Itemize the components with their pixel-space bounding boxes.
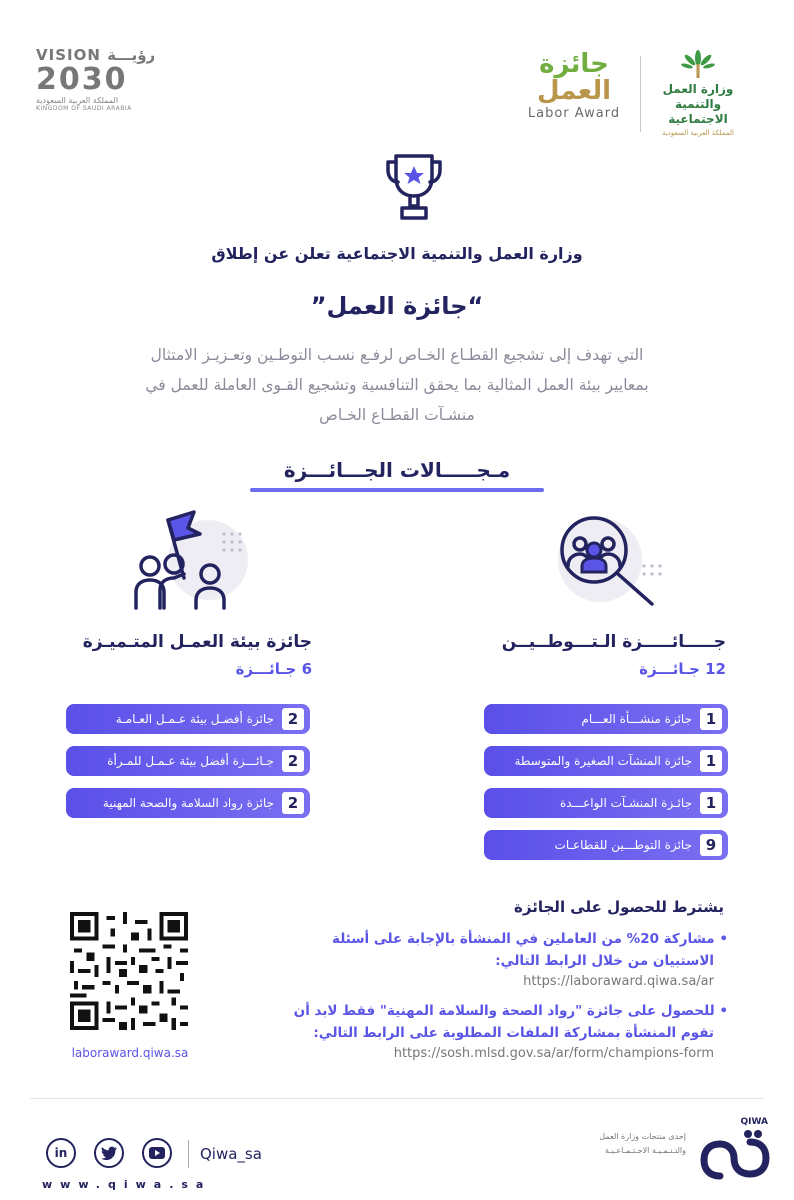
saudization-item: [484, 788, 728, 818]
intro-paragraph: [60, 340, 734, 430]
logo-divider: [640, 56, 641, 132]
conditions-title: يشترط للحصول على الجائزة: [514, 898, 724, 916]
labor-award-logo: [518, 50, 630, 121]
award-logo-english: Labor Award: [527, 106, 621, 121]
qiwa-tagline: [590, 1130, 686, 1158]
condition-1-line1: • مشاركة 20% من العاملين في المنشأة بالإجابة على أسئلة: [332, 931, 728, 947]
social-handle[interactable]: Qiwa_sa: [200, 1145, 262, 1163]
announcement: وزارة العمل والتنمية الاجتماعية تعلن عن إطلاق: [211, 244, 583, 263]
item-number: 2: [282, 708, 304, 730]
twitter-icon[interactable]: [94, 1138, 124, 1168]
item-label: جائزة التوطـــين للقطاعـات: [554, 838, 692, 852]
intro-line-1: التي تهدف إلى تشجيع القطـاع الخـاص لرفـع نسـب التوطـين وتعـزيـز الامتثال: [150, 346, 644, 364]
palm-icon: [681, 50, 715, 80]
vision-arabic: المملكة العربية السعودية: [36, 96, 119, 105]
qr-url[interactable]: laboraward.qiwa.sa: [71, 1046, 189, 1060]
ministry-line1: وزارة العمل: [662, 82, 734, 96]
saudization-item: [484, 830, 728, 860]
trophy-icon: [382, 150, 446, 224]
condition-2-line1: • للحصول على جائزة "رواد الصحة والسلامة المهنية" فقط لابد أن: [293, 1003, 728, 1019]
item-number: 2: [282, 792, 304, 814]
ministry-logo: [648, 50, 748, 137]
qiwa-tagline-line1: إحدى منتجات وزارة العمل: [599, 1132, 686, 1141]
condition-1-line2: الاستبيان من خلال الرابط التالي:: [495, 953, 714, 969]
qiwa-tagline-line2: والتـنـمـيـة الاجـتـمـاعـيـة: [605, 1146, 686, 1155]
environment-item: [66, 788, 310, 818]
item-label: جائزة أفضـل بيئة عـمـل العـامـة: [115, 712, 274, 726]
environment-award-count: 6 جـائـــزة: [235, 660, 312, 678]
environment-award-title: جائزة بيئة العمـل المتـميـزة: [82, 632, 312, 652]
website-url[interactable]: www.qiwa.sa: [42, 1178, 212, 1191]
saudization-item: [484, 746, 728, 776]
fields-underline: [250, 488, 544, 492]
vision-english: KINGDOM OF SAUDI ARABIA: [36, 105, 132, 112]
social-separator: [188, 1140, 189, 1168]
environment-item: [66, 704, 310, 734]
team-flag-icon: [128, 508, 252, 612]
saudization-item: [484, 704, 728, 734]
item-number: 9: [700, 834, 722, 856]
award-logo-line1: جائزة: [539, 49, 609, 79]
item-label: جائزة المنشآت الصغيرة والمتوسطة: [514, 754, 692, 768]
item-label: جائزة منشـــأة العـــام: [581, 712, 692, 726]
twitter-glyph: [101, 1146, 117, 1160]
qiwa-logo: [690, 1112, 772, 1192]
saudization-award-count: 12 جـائـــزة: [639, 660, 726, 678]
condition-2-link[interactable]: https://sosh.mlsd.gov.sa/ar/form/champions-form: [393, 1046, 714, 1061]
condition-2-line2: تقوم المنشأة بمشاركة الملفات المطلوبة على الرابط التالي:: [313, 1025, 714, 1041]
qiwa-label: QIWA: [740, 1117, 768, 1127]
item-number: 1: [700, 750, 722, 772]
item-label: جائـزة المنشـآت الواعـــدة: [559, 796, 692, 810]
item-label: جـائـــزة أفضل بيئة عـمـل للمـرأة: [107, 754, 274, 768]
fields-title: مـجـــــالات الجـــائـــزة: [283, 458, 511, 482]
ministry-line2: والتنمية الاجتماعية: [668, 97, 728, 126]
footer-divider: [30, 1098, 764, 1099]
award-logo-line2: العمل: [537, 76, 611, 106]
magnifier-people-icon: [544, 508, 664, 612]
saudization-award-title: جـــــائـــــزة الـتـــوطــيــن: [501, 632, 726, 652]
award-name: “جائزة العمل”: [310, 292, 484, 320]
item-number: 1: [700, 708, 722, 730]
vision-2030-logo: [36, 46, 156, 112]
youtube-icon[interactable]: [142, 1138, 172, 1168]
environment-item: [66, 746, 310, 776]
condition-1-link[interactable]: https://laboraward.qiwa.sa/ar: [523, 974, 714, 989]
youtube-glyph: [149, 1147, 165, 1159]
item-number: 1: [700, 792, 722, 814]
intro-line-2: بمعايير بيئة العمل المثالية بما يحقق التنافسية وتشجيع القـوى العاملة للعمل في: [145, 376, 649, 394]
intro-line-3: منشـآت القطـاع الخـاص: [319, 406, 475, 424]
linkedin-icon[interactable]: in: [46, 1138, 76, 1168]
qr-code[interactable]: [70, 912, 188, 1030]
ministry-sub: المملكة العربية السعودية: [662, 129, 734, 137]
vision-top-text: VISION رؤيـــة: [36, 46, 156, 64]
item-label: جائزة رواد السلامة والصحة المهنية: [102, 796, 274, 810]
vision-number: 2030: [36, 62, 128, 97]
item-number: 2: [282, 750, 304, 772]
